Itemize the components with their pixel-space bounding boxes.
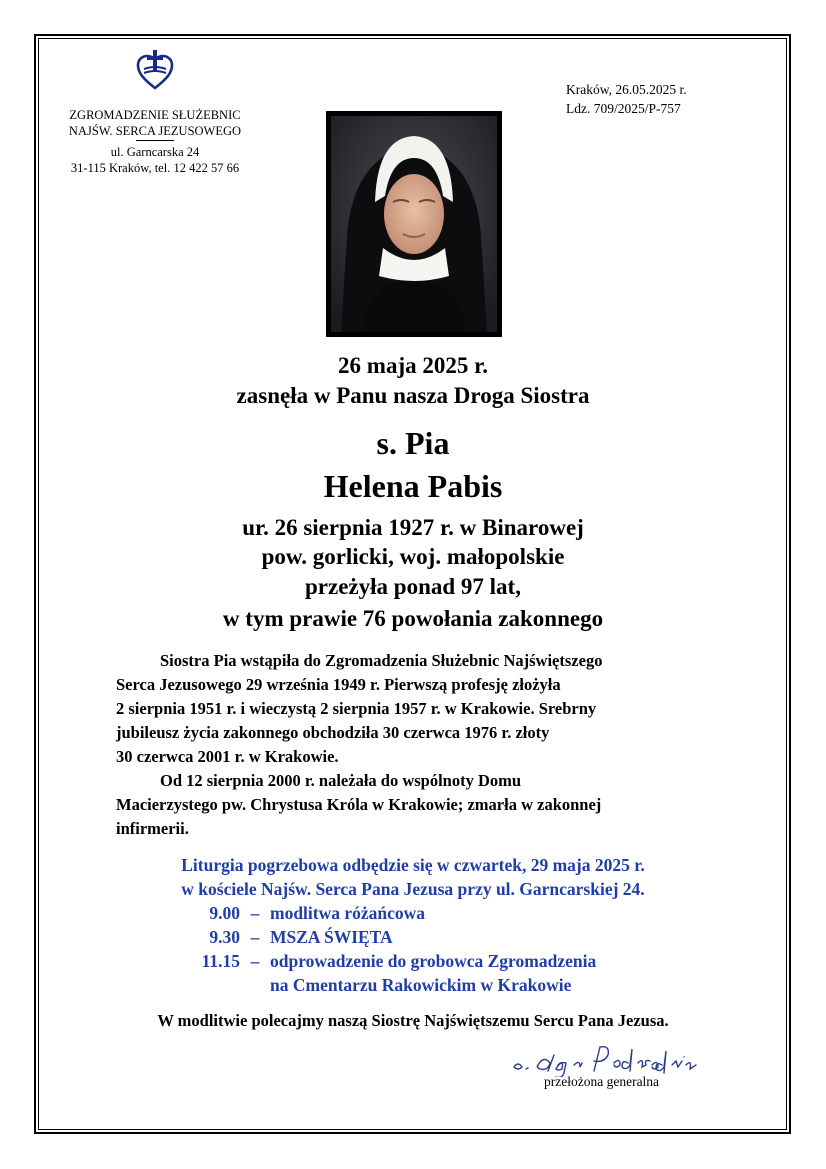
org-address-city: 31-115 Kraków, tel. 12 422 57 66	[70, 161, 240, 175]
schedule-text: MSZA ŚWIĘTA	[270, 927, 393, 947]
text-line: infirmerii.	[116, 819, 189, 838]
closing-prayer: W modlitwie polecajmy naszą Siostrę Najświętszemu Sercu Pana Jezusa.	[157, 1011, 669, 1030]
schedule-dash: –	[250, 951, 260, 971]
text-line: jubileusz życia zakonnego obchodziła 30 czerwca 1976 r. złoty	[116, 723, 550, 742]
text-line: Siostra Pia wstąpiła do Zgromadzenia Służebnic Najświętszego	[160, 651, 603, 670]
org-name-line1: ZGROMADZENIE SŁUŻEBNIC	[69, 108, 241, 122]
schedule-text: na Cmentarzu Rakowickim w Krakowie	[270, 975, 572, 995]
text-line: 2 sierpnia 1951 r. i wieczystą 2 sierpnia 1957 r. w Krakowie. Srebrny	[116, 699, 597, 718]
schedule-item	[190, 949, 750, 973]
org-address-street: ul. Garncarska 24	[110, 145, 200, 159]
text-line: Serca Jezusowego 29 września 1949 r. Pierwszą profesję złożyła	[116, 675, 561, 694]
schedule-continuation	[190, 973, 750, 997]
cross-heart-icon	[134, 48, 176, 92]
handwritten-signature	[508, 1043, 708, 1077]
schedule-item	[190, 901, 750, 925]
schedule-text: odprowadzenie do grobowca Zgromadzenia	[270, 951, 597, 971]
schedule-time: 9.30	[209, 927, 240, 947]
schedule-time: 11.15	[201, 951, 240, 971]
text-line: Od 12 sierpnia 2000 r. należała do wspólnoty Domu	[160, 771, 522, 790]
text-line: 30 czerwca 2001 r. w Krakowie.	[116, 747, 339, 766]
document-meta	[566, 80, 687, 118]
organization-header	[40, 107, 270, 176]
vocation-info: w tym prawie 76 powołania zakonnego	[222, 606, 604, 631]
schedule-dash: –	[250, 927, 260, 947]
biography-paragraph-2	[116, 769, 710, 841]
funeral-announcement-line2: w kościele Najśw. Serca Pana Jezusa przy ul. Garncarskiej 24.	[181, 879, 645, 899]
portrait-image	[331, 116, 497, 332]
schedule-item	[190, 925, 750, 949]
death-date: 26 maja 2025 r.	[338, 353, 488, 378]
biography-paragraph-1	[116, 649, 710, 769]
portrait-photo	[331, 116, 497, 332]
death-announcement: zasnęła w Panu nasza Droga Siostra	[236, 383, 590, 408]
full-name: Helena Pabis	[323, 468, 503, 504]
reference-number: Ldz. 709/2025/P-757	[566, 101, 681, 116]
age-info: przeżyła ponad 97 lat,	[305, 574, 521, 599]
schedule-text: modlitwa różańcowa	[270, 903, 426, 923]
birth-region: pow. gorlicki, woj. małopolskie	[261, 544, 565, 569]
schedule-time: 9.00	[209, 903, 240, 923]
place-date: Kraków, 26.05.2025 r.	[566, 82, 687, 97]
schedule-dash: –	[250, 903, 260, 923]
org-separator	[136, 140, 174, 141]
text-line: Macierzystego pw. Chrystusa Króla w Krakowie; zmarła w zakonnej	[116, 795, 602, 814]
portrait-frame	[326, 111, 502, 337]
birth-info: ur. 26 sierpnia 1927 r. w Binarowej	[242, 515, 584, 540]
org-name-line2: NAJŚW. SERCA JEZUSOWEGO	[68, 124, 242, 138]
religious-name: s. Pia	[376, 425, 450, 461]
signatory-role: przełożona generalna	[544, 1074, 660, 1089]
funeral-announcement-line1: Liturgia pogrzebowa odbędzie się w czwartek, 29 maja 2025 r.	[181, 855, 645, 875]
